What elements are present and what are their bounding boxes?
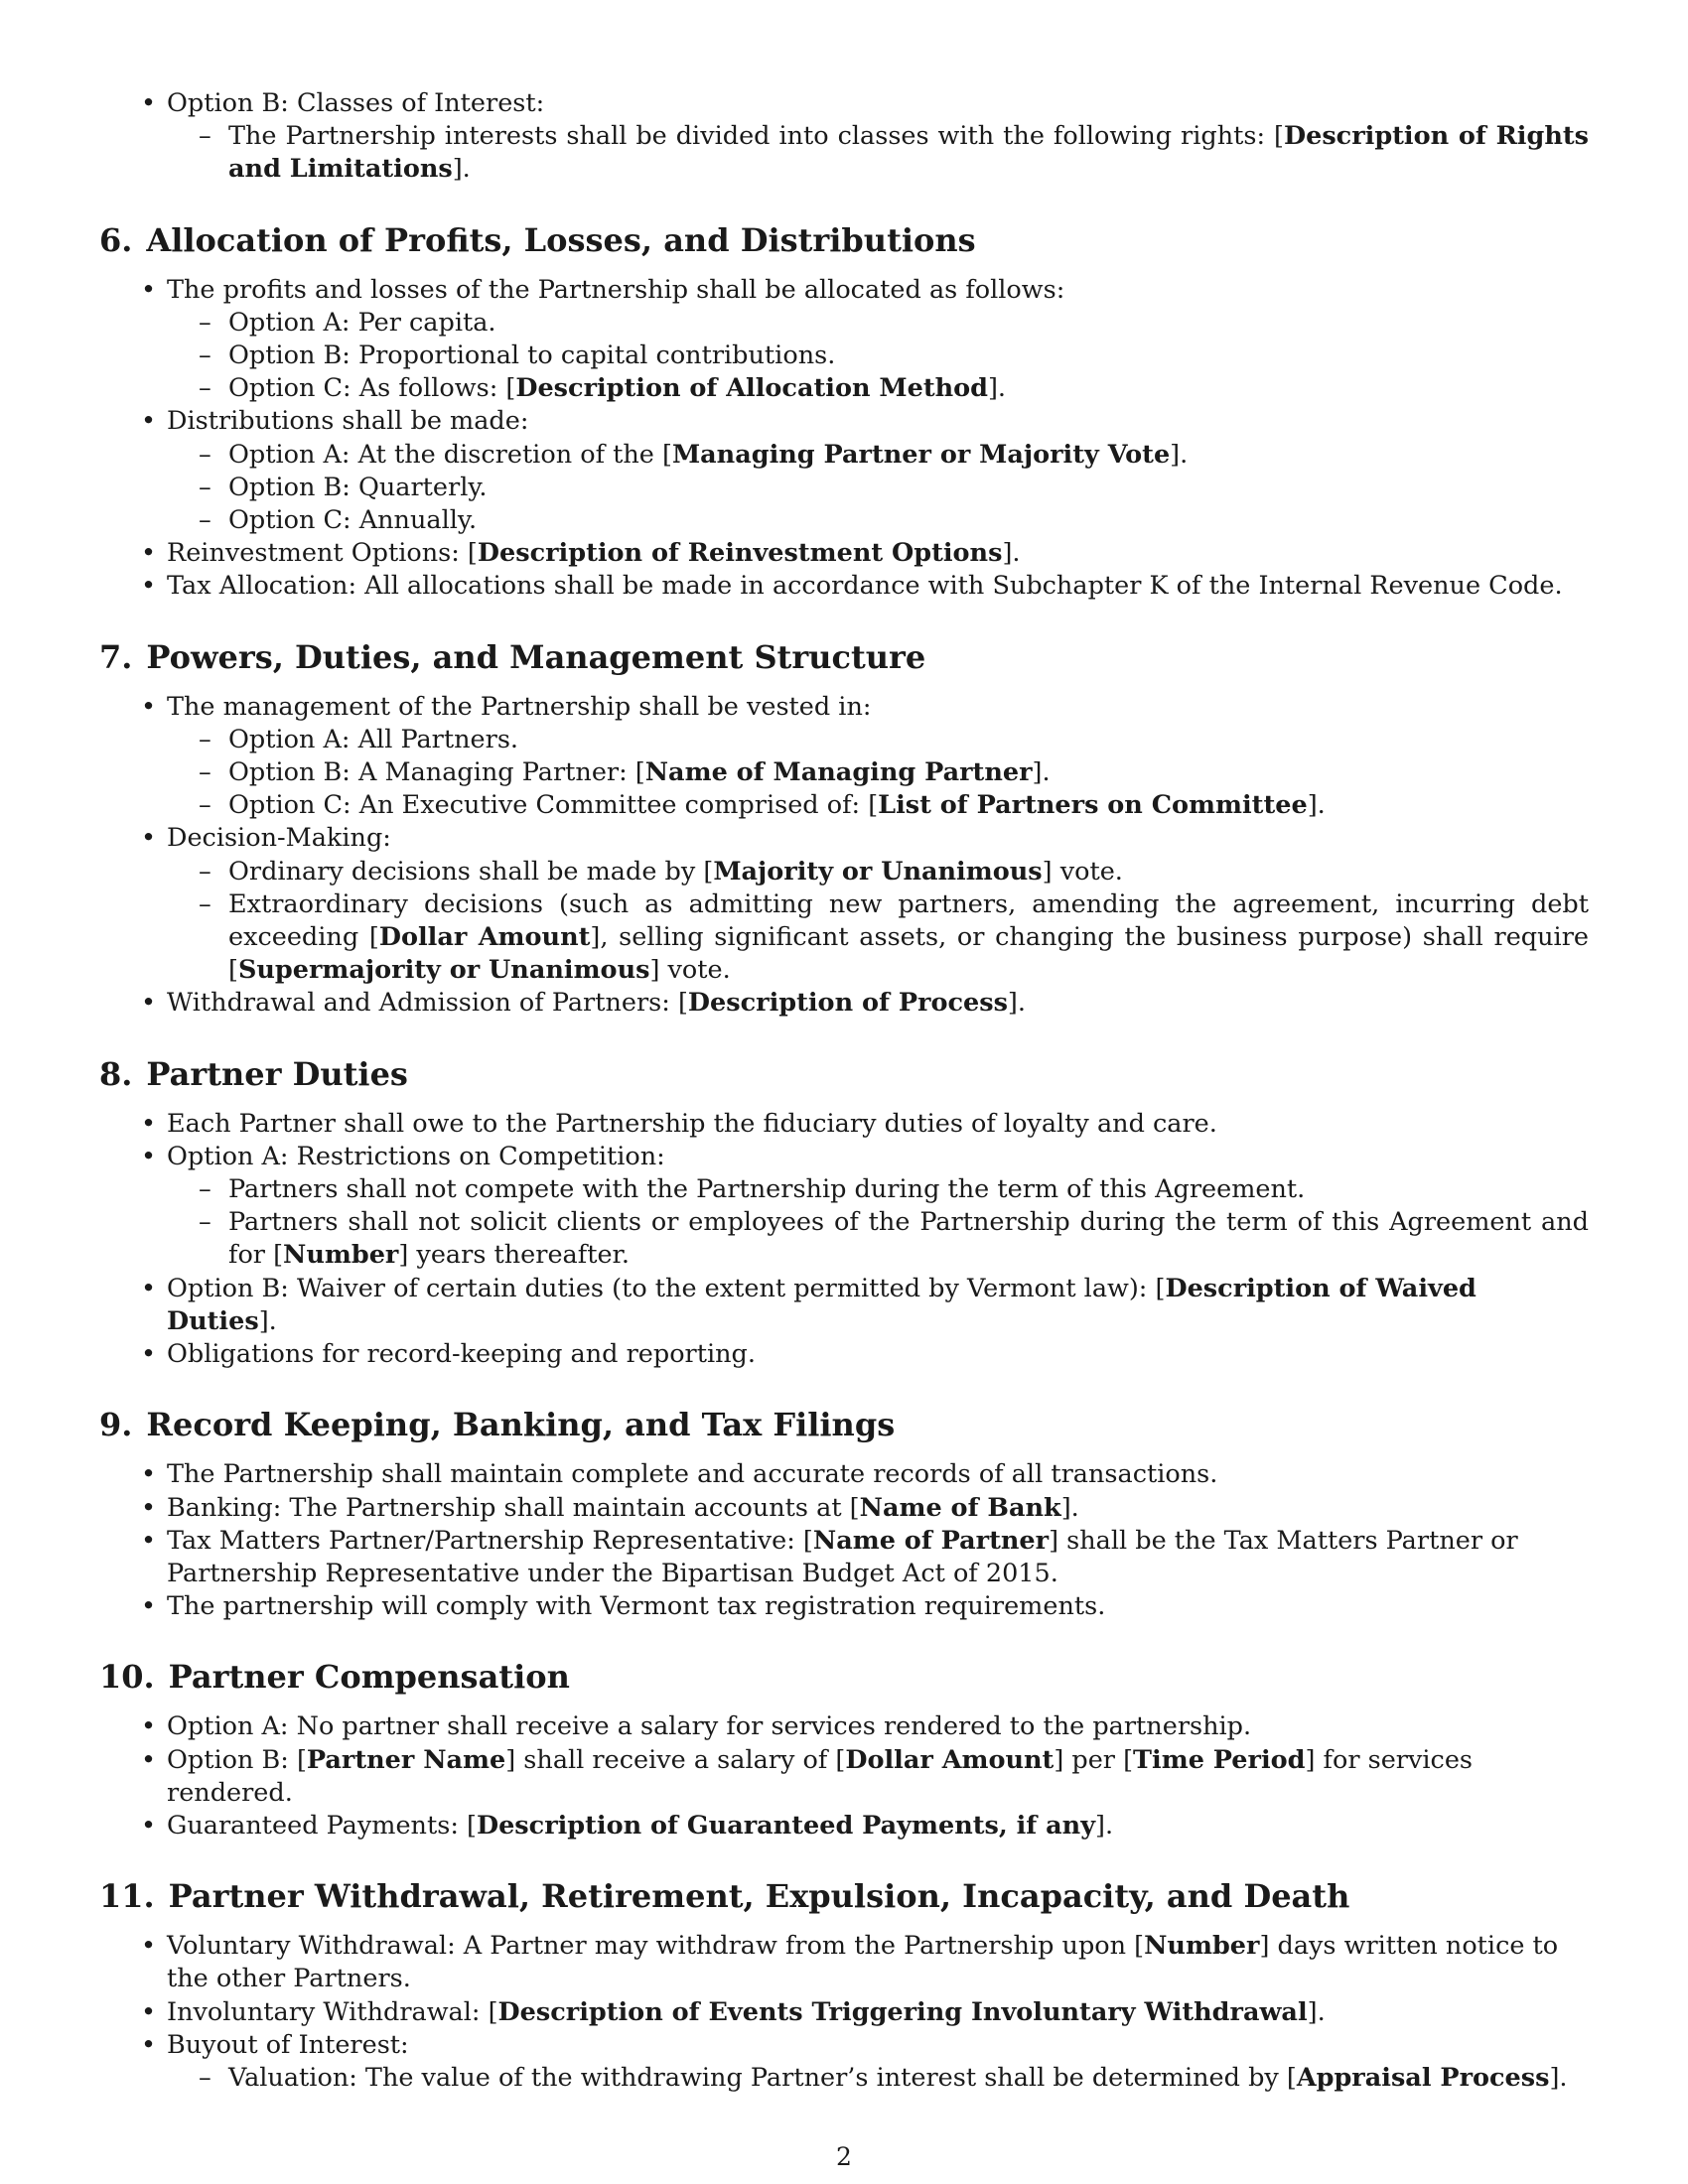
sub-list-item: – Option A: Per capita. (228, 307, 1589, 340)
list-item: • Decision-Making: (167, 822, 1589, 855)
section-heading-8: 8. Partner Duties (99, 1054, 408, 1093)
sub-list-item: – Option B: A Managing Partner: [Name of Managing Partner]. (228, 756, 1589, 789)
list-item: • The profits and losses of the Partnership shall be allocated as follows: (167, 274, 1589, 307)
sub-list-item: – Option C: As follows: [Description of Allocation Method]. (228, 372, 1589, 405)
sub-list-item: – Option A: At the discretion of the [Managing Partner or Majority Vote]. (228, 439, 1589, 472)
list-item: • Option A: No partner shall receive a salary for services rendered to the partnership. (167, 1710, 1589, 1743)
sub-list-item: – Partners shall not compete with the Partnership during the term of this Agreement. (228, 1173, 1589, 1206)
document-page (99, 87, 1589, 2095)
list-item: • Distributions shall be made: (167, 405, 1589, 438)
section-heading-7: 7. Powers, Duties, and Management Structure (99, 637, 926, 676)
sub-list-item: – Option A: All Partners. (228, 724, 1589, 756)
list-item: • Voluntary Withdrawal: A Partner may withdraw from the Partnership upon [Number] days written notice to the other Partners. (167, 1930, 1589, 1995)
list-item: • The management of the Partnership shall be vested in: (167, 691, 1589, 724)
list-item: • Each Partner shall owe to the Partnership the fiduciary duties of loyalty and care. (167, 1108, 1589, 1141)
list-item: • Banking: The Partnership shall maintain accounts at [Name of Bank]. (167, 1492, 1589, 1525)
list-item: • Involuntary Withdrawal: [Description of Events Triggering Involuntary Withdrawal]. (167, 1996, 1589, 2029)
sub-list-item: – Option B: Proportional to capital contributions. (228, 340, 1589, 372)
sub-list-item: – The Partnership interests shall be divided into classes with the following rights: [Description of Rights and Limitations]. (228, 120, 1589, 186)
list-item: • Option B: Waiver of certain duties (to the extent permitted by Vermont law): [Description of Waived Duties]. (167, 1273, 1589, 1338)
sub-list-item: – Option B: Quarterly. (228, 472, 1589, 504)
list-item: • Option B: [Partner Name] shall receive a salary of [Dollar Amount] per [Time Period] for services rendered. (167, 1744, 1589, 1810)
section-heading-10: 10. Partner Compensation (99, 1658, 570, 1697)
list-item: • The partnership will comply with Vermont tax registration requirements. (167, 1590, 1589, 1623)
sub-list-item: – Valuation: The value of the withdrawing Partner’s interest shall be determined by [Appraisal Process]. (228, 2062, 1589, 2095)
sub-list-item: – Option C: An Executive Committee comprised of: [List of Partners on Committee]. (228, 789, 1589, 822)
section-heading-6: 6. Allocation of Profits, Losses, and Distributions (99, 220, 976, 259)
section-heading-11: 11. Partner Withdrawal, Retirement, Expulsion, Incapacity, and Death (99, 1877, 1350, 1916)
list-item: • Tax Allocation: All allocations shall be made in accordance with Subchapter K of the Internal Revenue Code. (167, 570, 1589, 603)
list-item: • Tax Matters Partner/Partnership Representative: [Name of Partner] shall be the Tax Matters Partner or Partnership Representative under the Bipartisan Budget Act of 2015. (167, 1525, 1589, 1590)
list-item: • Buyout of Interest: (167, 2029, 1589, 2062)
sub-list-item: – Option C: Annually. (228, 504, 1589, 537)
list-item: • Option A: Restrictions on Competition: (167, 1141, 1589, 1173)
page-number: 2 (836, 2142, 852, 2171)
sub-list-item: – Ordinary decisions shall be made by [Majority or Unanimous] vote. (228, 856, 1589, 888)
list-item: • Reinvestment Options: [Description of Reinvestment Options]. (167, 537, 1589, 570)
section-heading-9: 9. Record Keeping, Banking, and Tax Filings (99, 1406, 896, 1444)
list-item: • Option B: Classes of Interest: (167, 87, 1589, 120)
sub-list-item: – Extraordinary decisions (such as admitting new partners, amending the agreement, incurring debt exceeding [Dollar Amount], selling significant assets, or changing the business purpose) shall require [Supermajority or Unanimous] vote. (228, 888, 1589, 988)
list-item: • Guaranteed Payments: [Description of Guaranteed Payments, if any]. (167, 1810, 1589, 1843)
list-item: • Obligations for record-keeping and reporting. (167, 1338, 1589, 1371)
list-item: • The Partnership shall maintain complete and accurate records of all transactions. (167, 1458, 1589, 1491)
list-item: • Withdrawal and Admission of Partners: [Description of Process]. (167, 987, 1589, 1020)
sub-list-item: – Partners shall not solicit clients or employees of the Partnership during the term of this Agreement and for [Number] years thereafter. (228, 1206, 1589, 1272)
